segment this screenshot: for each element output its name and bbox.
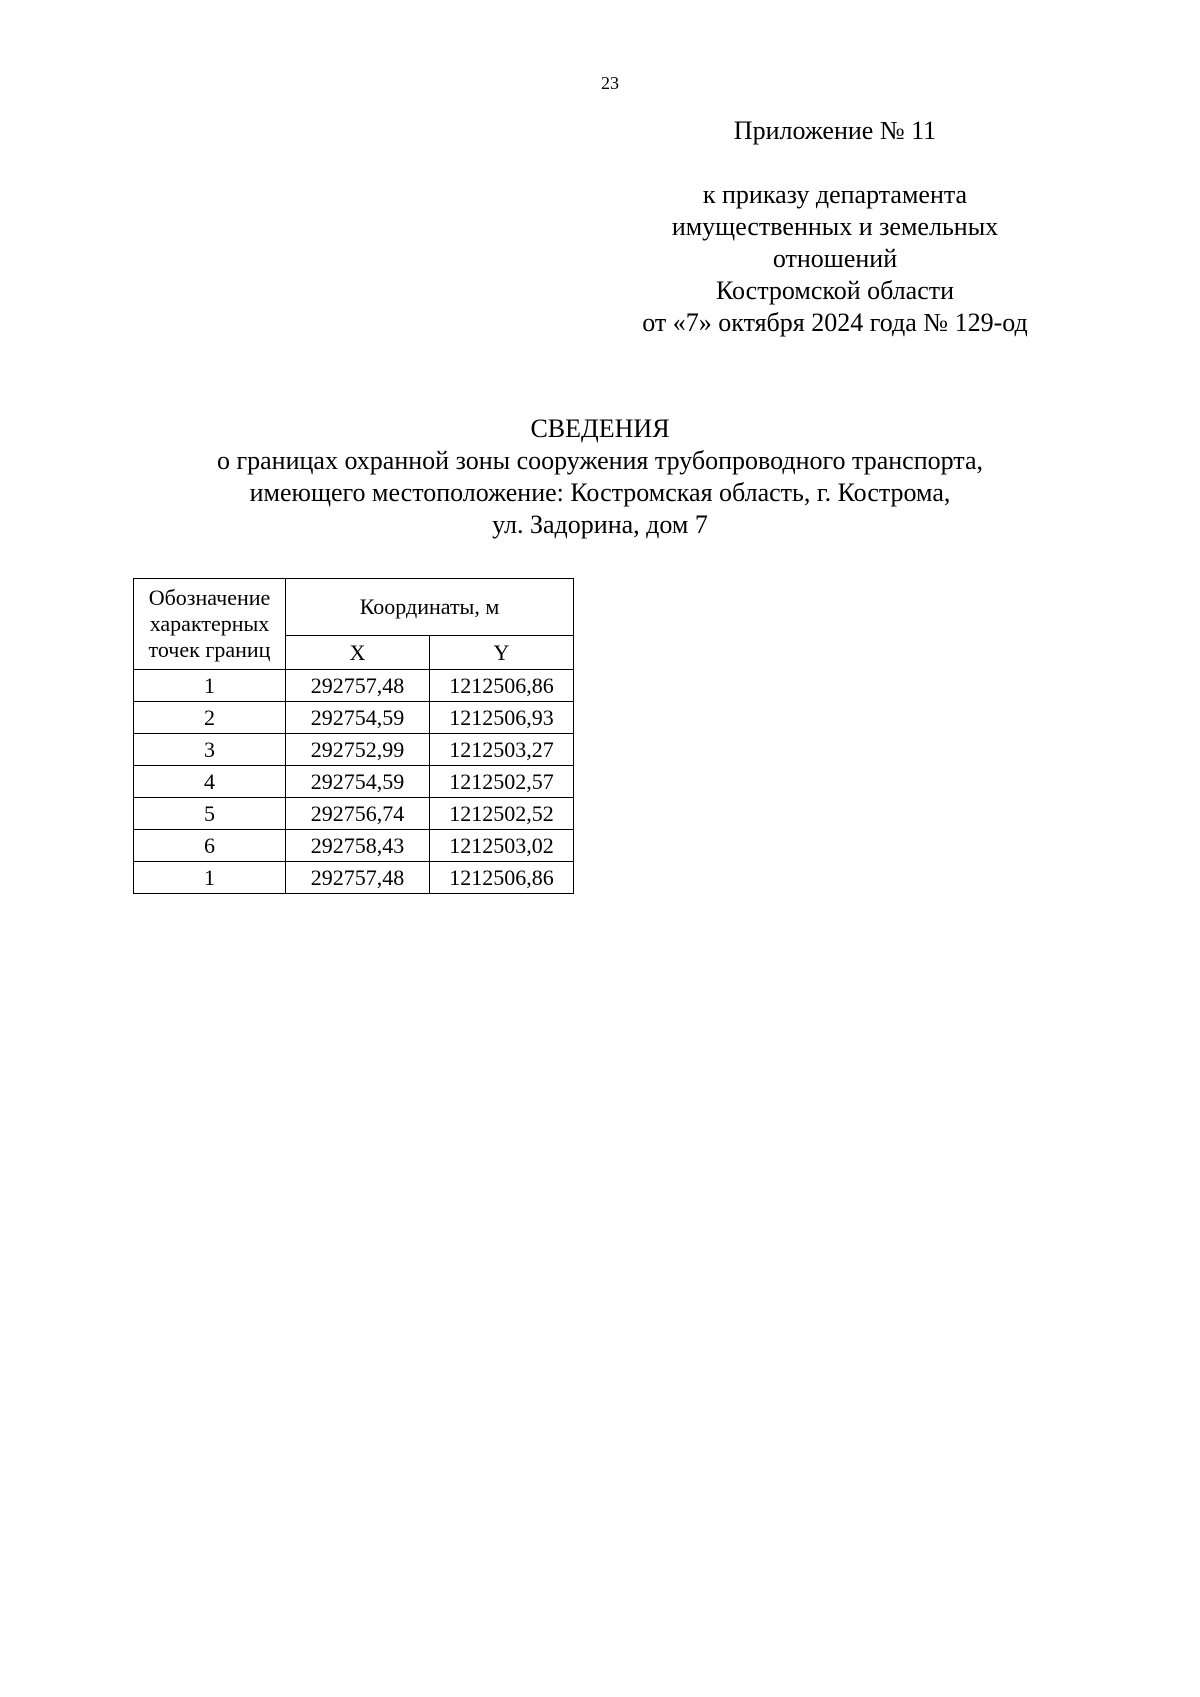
y-cell: 1212503,27 (430, 734, 574, 766)
point-cell: 4 (134, 766, 286, 798)
document-subtitle-line: ул. Задорина, дом 7 (492, 510, 708, 539)
y-cell: 1212506,86 (430, 670, 574, 702)
x-cell: 292754,59 (286, 766, 430, 798)
appendix-line: имущественных и земельных (671, 212, 999, 241)
x-cell: 292756,74 (286, 798, 430, 830)
table-row (134, 766, 574, 798)
point-label-header (134, 579, 286, 670)
point-cell: 5 (134, 798, 286, 830)
x-cell: 292757,48 (286, 862, 430, 894)
document-heading (100, 413, 1100, 541)
coordinates-table (133, 578, 574, 894)
table-row (134, 830, 574, 862)
y-cell: 1212506,93 (430, 702, 574, 734)
point-cell: 1 (134, 862, 286, 894)
point-cell: 2 (134, 702, 286, 734)
x-cell: 292754,59 (286, 702, 430, 734)
table-row (134, 670, 574, 702)
y-cell: 1212503,02 (430, 830, 574, 862)
document-title: СВЕДЕНИЯ (530, 414, 670, 443)
point-cell: 1 (134, 670, 286, 702)
y-cell: 1212506,86 (430, 862, 574, 894)
x-cell: 292757,48 (286, 670, 430, 702)
table-row (134, 862, 574, 894)
point-cell: 6 (134, 830, 286, 862)
point-label-header-line: точек границ (148, 637, 271, 662)
appendix-line: к приказу департамента (702, 180, 968, 209)
appendix-block (600, 115, 1070, 339)
coordinates-group-header: Координаты, м (286, 579, 574, 636)
y-cell: 1212502,57 (430, 766, 574, 798)
point-label-header-line: Обозначение (148, 585, 271, 610)
appendix-line: Костромской области (715, 276, 955, 305)
table-row (134, 798, 574, 830)
point-label-header-line: характерных (149, 611, 270, 636)
point-cell: 3 (134, 734, 286, 766)
document-subtitle-line: о границах охранной зоны сооружения трубопроводного транспорта, (216, 446, 984, 475)
appendix-line: от «7» октября 2024 года № 129-од (642, 308, 1028, 337)
appendix-title: Приложение № 11 (733, 116, 937, 145)
x-cell: 292752,99 (286, 734, 430, 766)
x-column-header: X (286, 636, 430, 670)
appendix-line: отношений (772, 244, 898, 273)
y-cell: 1212502,52 (430, 798, 574, 830)
table-row (134, 702, 574, 734)
document-subtitle-line: имеющего местоположение: Костромская область, г. Кострома, (249, 478, 951, 507)
page-number: 23 (601, 73, 619, 93)
y-column-header: Y (430, 636, 574, 670)
table-header-row (134, 579, 574, 636)
x-cell: 292758,43 (286, 830, 430, 862)
table-row (134, 734, 574, 766)
